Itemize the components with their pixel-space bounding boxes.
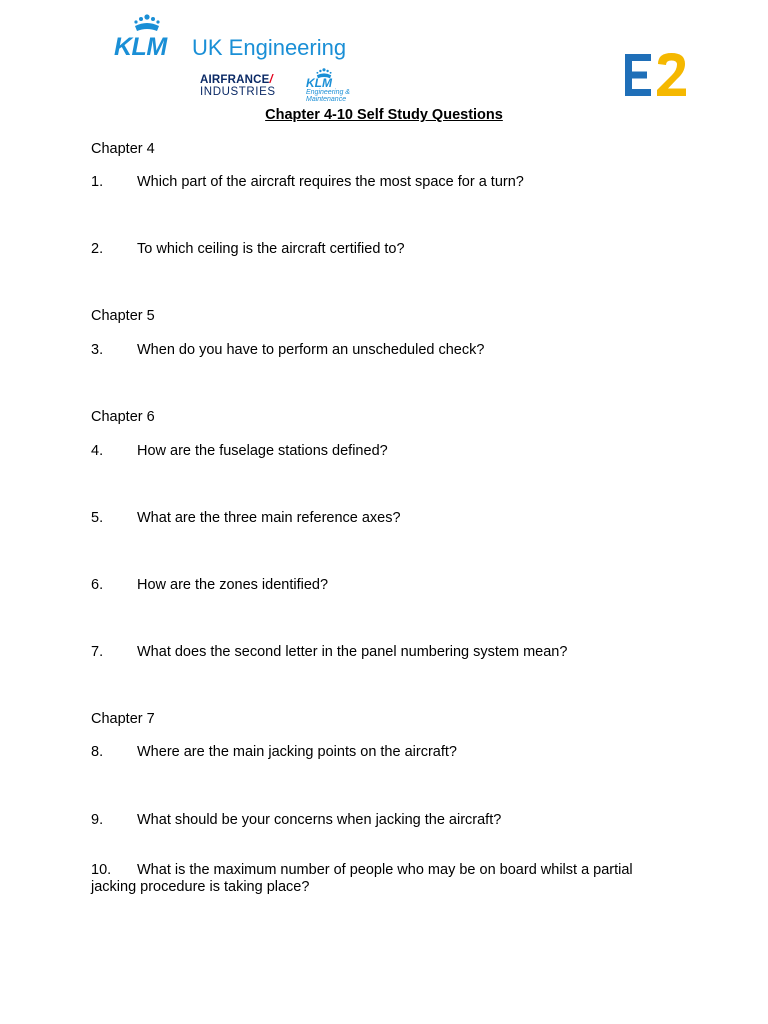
airfrance-slash-icon: /	[269, 74, 273, 86]
question-text: Where are the main jacking points on the aircraft?	[137, 744, 457, 760]
industries-wordmark: INDUSTRIES	[200, 86, 276, 98]
question-text: How are the fuselage stations defined?	[137, 443, 388, 459]
uk-engineering-label: UK Engineering	[192, 35, 347, 60]
chapter-7-heading: Chapter 7	[91, 711, 155, 727]
question-text: How are the zones identified?	[137, 577, 329, 593]
document-title: Chapter 4-10 Self Study Questions	[265, 107, 503, 123]
question-text: What is the maximum number of people who may be on board whilst a partial	[137, 862, 633, 878]
e2-logo	[624, 50, 690, 100]
chapter-4-heading: Chapter 4	[91, 141, 155, 157]
question-number: 4.	[91, 443, 104, 459]
airfrance-text: AIRFRANCE	[200, 74, 270, 86]
maintenance-label: Maintenance	[306, 96, 347, 103]
question-number: 2.	[91, 241, 104, 257]
chapter-5-heading: Chapter 5	[91, 308, 155, 324]
question-text: What does the second letter in the panel numbering system mean?	[137, 644, 568, 660]
question-number: 3.	[91, 342, 104, 358]
chapter-6-heading: Chapter 6	[91, 409, 155, 425]
klm-small-wordmark: KLM	[306, 76, 332, 90]
question-number: 9.	[91, 812, 104, 828]
question-number: 7.	[91, 644, 104, 660]
question-text: Which part of the aircraft requires the most space for a turn?	[137, 174, 524, 190]
engineering-and-label: Engineering &	[306, 89, 350, 96]
question-text: What are the three main reference axes?	[137, 510, 401, 526]
question-number: 1.	[91, 174, 104, 190]
question-line	[91, 862, 691, 879]
question-text-continued: jacking procedure is taking place?	[91, 879, 310, 895]
question-number: 8.	[91, 744, 104, 760]
klm-uk-engineering-logo	[112, 14, 362, 62]
klm-wordmark: KLM	[114, 33, 167, 61]
question-number: 10.	[91, 862, 112, 878]
klm-crown-icon	[132, 14, 162, 34]
question-number: 6.	[91, 577, 104, 593]
question-number: 5.	[91, 510, 104, 526]
question-text: To which ceiling is the aircraft certified to?	[137, 241, 405, 257]
question-item	[91, 862, 691, 896]
question-text: What should be your concerns when jacking the aircraft?	[137, 812, 502, 828]
question-line	[91, 879, 691, 896]
airfrance-industries-logo	[200, 68, 360, 104]
question-text: When do you have to perform an unscheduled check?	[137, 342, 485, 358]
